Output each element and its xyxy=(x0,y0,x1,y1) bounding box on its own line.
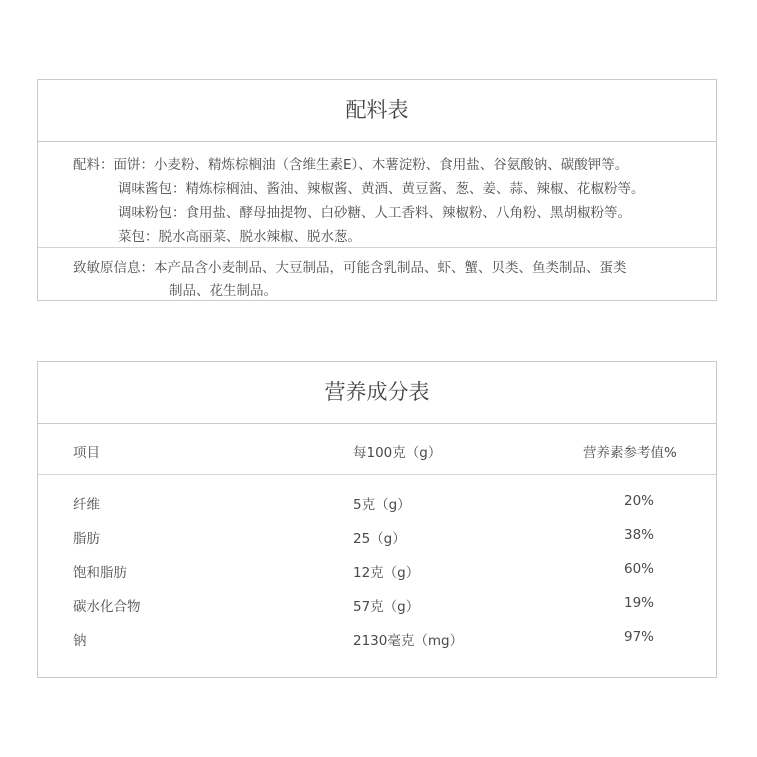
nutrition-panel xyxy=(37,361,717,678)
allergen-line-1 xyxy=(73,256,627,276)
nutrient-amount: 12克（g） xyxy=(353,565,420,581)
nutrient-name: 钠 xyxy=(73,633,87,649)
nutrient-name: 脂肪 xyxy=(73,531,100,547)
ingredients-noodle: 面饼：小麦粉、精炼棕榈油（含维生素E）、木薯淀粉、食用盐、谷氨酸钠、碳酸钾等。 xyxy=(113,157,629,173)
nutrient-nrv: 60% xyxy=(623,561,654,577)
nutrition-title: 营养成分表 xyxy=(38,362,716,424)
nutrient-nrv: 20% xyxy=(623,493,654,509)
nutrient-nrv: 38% xyxy=(623,527,654,543)
allergen-label: 致敏原信息： xyxy=(73,260,154,276)
nutrient-amount: 57克（g） xyxy=(353,599,420,615)
ingredients-line-2: 调味酱包：精炼棕榈油、酱油、辣椒酱、黄酒、黄豆酱、葱、姜、蒜、辣椒、花椒粉等。 xyxy=(118,181,645,197)
nutrient-name: 饱和脂肪 xyxy=(73,565,127,581)
ingredients-title: 配料表 xyxy=(38,80,716,142)
header-per-100g: 每100克（g） xyxy=(353,445,442,461)
nutrient-amount: 5克（g） xyxy=(353,497,411,513)
header-item: 项目 xyxy=(73,445,100,461)
ingredients-panel xyxy=(37,79,717,301)
ingredients-label: 配料： xyxy=(73,157,114,173)
ingredients-line-1 xyxy=(73,153,628,173)
allergen-text: 本产品含小麦制品、大豆制品，可能含乳制品、虾、蟹、贝类、鱼类制品、蛋类 xyxy=(154,260,627,276)
nutrition-header-divider xyxy=(38,474,716,475)
nutrient-amount: 25（g） xyxy=(353,531,406,547)
ingredients-divider xyxy=(38,247,716,248)
ingredients-line-4: 菜包：脱水高丽菜、脱水辣椒、脱水葱。 xyxy=(118,229,361,245)
ingredients-line-3: 调味粉包：食用盐、酵母抽提物、白砂糖、人工香料、辣椒粉、八角粉、黑胡椒粉等。 xyxy=(118,205,631,221)
nutrient-nrv: 97% xyxy=(623,629,654,645)
header-nrv: 营养素参考值% xyxy=(583,445,677,461)
nutrient-name: 纤维 xyxy=(73,497,100,513)
allergen-line-2: 制品、花生制品。 xyxy=(169,283,277,299)
nutrient-nrv: 19% xyxy=(623,595,654,611)
nutrient-name: 碳水化合物 xyxy=(73,599,141,615)
nutrient-amount: 2130毫克（mg） xyxy=(353,633,464,649)
